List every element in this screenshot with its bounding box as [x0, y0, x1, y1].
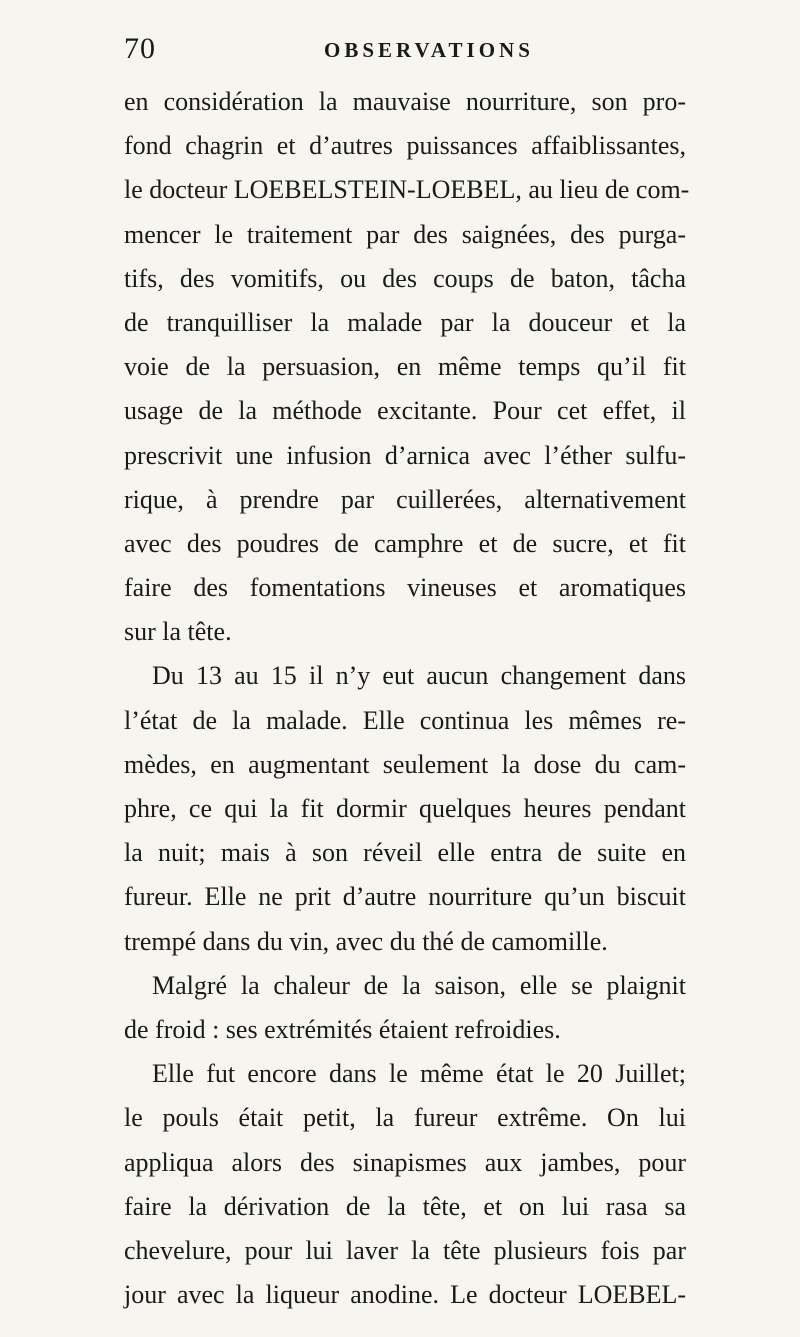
- text-line: phre, ce qui la fit dormir quelques heures pendant: [124, 794, 686, 823]
- text-line: de tranquilliser la malade par la douceur et la: [124, 307, 686, 337]
- page-number: 70: [124, 32, 156, 65]
- paragraph-start-line: Malgré la chaleur de la saison, elle se plaignit: [152, 970, 686, 1000]
- running-head: [124, 28, 684, 68]
- text-line: avec des poudres de camphre et de sucre, et fit: [124, 528, 686, 558]
- body-text: [124, 80, 690, 1317]
- text-line: le docteur LOEBELSTEIN-LOEBEL, au lieu de com-: [124, 175, 690, 205]
- text-line: la nuit; mais à son réveil elle entra de suite en: [124, 838, 686, 868]
- running-title: OBSERVATIONS: [324, 38, 534, 62]
- text-line: en considération la mauvaise nourriture, son pro-: [124, 87, 686, 116]
- text-line: chevelure, pour lui laver la tête plusieurs fois par: [124, 1235, 686, 1265]
- text-line: sur la tête.: [124, 617, 232, 647]
- text-line: voie de la persuasion, en même temps qu’il fit: [124, 352, 686, 382]
- paragraph-start-line: Du 13 au 15 il n’y eut aucun changement dans: [152, 661, 686, 691]
- text-line: mèdes, en augmentant seulement la dose du cam-: [124, 749, 686, 779]
- text-line: rique, à prendre par cuillerées, alternativement: [124, 484, 686, 514]
- text-line: l’état de la malade. Elle continua les mêmes re-: [124, 705, 686, 735]
- text-line: de froid : ses extrémités étaient refroidies.: [124, 1014, 561, 1044]
- text-line: mencer le traitement par des saignées, des purga-: [124, 219, 686, 249]
- text-line: fond chagrin et d’autres puissances affaiblissantes,: [124, 131, 686, 161]
- text-line: trempé dans du vin, avec du thé de camomille.: [124, 926, 608, 956]
- text-line: prescrivit une infusion d’arnica avec l’éther sulfu-: [124, 440, 686, 470]
- text-line: jour avec la liqueur anodine. Le docteur LOEBEL-: [124, 1280, 686, 1310]
- paragraph-start-line: Elle fut encore dans le même état le 20 Juillet;: [152, 1059, 686, 1089]
- text-line: le pouls était petit, la fureur extrême. On lui: [124, 1103, 686, 1133]
- text-line: appliqua alors des sinapismes aux jambes, pour: [124, 1147, 686, 1177]
- text-line: fureur. Elle ne prit d’autre nourriture qu’un biscuit: [124, 882, 686, 912]
- text-line: faire des fomentations vineuses et aromatiques: [124, 573, 686, 603]
- text-line: usage de la méthode excitante. Pour cet effet, il: [124, 396, 686, 426]
- text-line: tifs, des vomitifs, ou des coups de baton, tâcha: [124, 263, 686, 293]
- text-line: faire la dérivation de la tête, et on lui rasa sa: [124, 1191, 686, 1221]
